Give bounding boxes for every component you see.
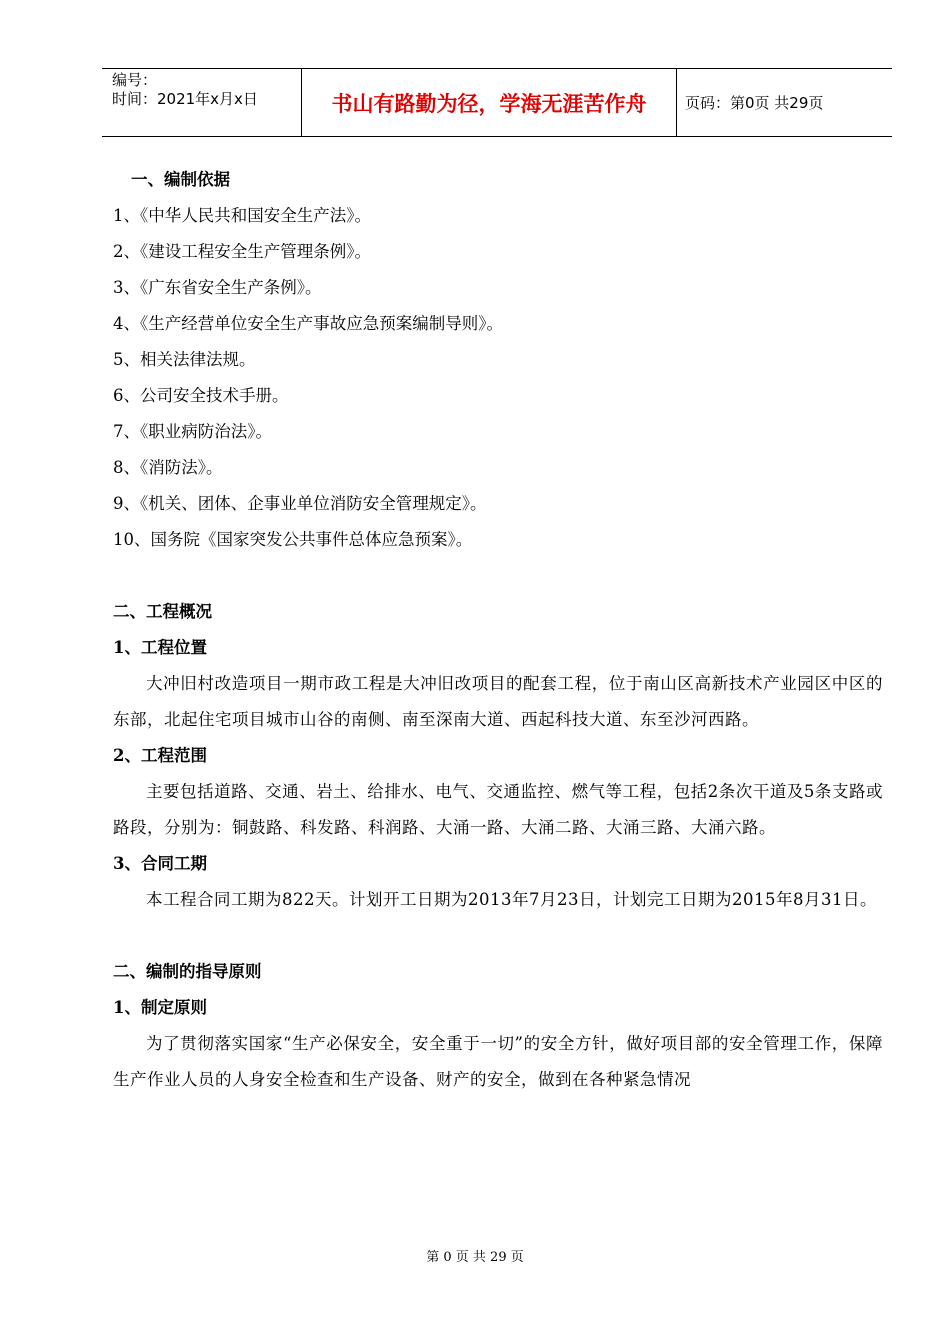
reference-item: 5、相关法律法规。 — [113, 350, 256, 369]
reference-item: 7、《职业病防治法》。 — [113, 422, 272, 441]
time-label: 时间：2021年x月x日 — [112, 90, 258, 108]
header-motto: 书山有路勤为径，学海无涯苦作舟 — [302, 69, 677, 136]
reference-item: 1、《中华人民共和国安全生产法》。 — [113, 206, 371, 225]
reference-item: 4、《生产经营单位安全生产事故应急预案编制导则》。 — [113, 314, 503, 333]
number-label: 编号： — [112, 71, 158, 89]
document-body — [113, 162, 883, 1098]
reference-item: 10、国务院《国家突发公共事件总体应急预案》。 — [113, 530, 473, 549]
reference-item: 9、《机关、团体、企事业单位消防安全管理规定》。 — [113, 494, 487, 513]
principle-paragraph: 为了贯彻落实国家“生产必保安全，安全重于一切”的安全方针，做好项目部的安全管理工作，保障生产作业人员的人身安全检查和生产设备、财产的安全，做到在各种紧急情况 — [113, 1034, 883, 1089]
section-1-title: 一、编制依据 — [131, 170, 230, 189]
subsection-scope-title: 2、工程范围 — [113, 746, 207, 765]
page-footer: 第 0 页 共 29 页 — [426, 1250, 524, 1265]
duration-paragraph: 本工程合同工期为822天。计划开工日期为2013年7月23日，计划完工日期为2015年8月31日。 — [146, 890, 877, 909]
page-header — [102, 68, 892, 137]
location-paragraph: 大冲旧村改造项目一期市政工程是大冲旧改项目的配套工程，位于南山区高新技术产业园区中区的东部，北起住宅项目城市山谷的南侧、南至深南大道、西起科技大道、东至沙河西路。 — [113, 674, 883, 729]
scope-paragraph: 主要包括道路、交通、岩土、给排水、电气、交通监控、燃气等工程，包括2条次干道及5条支路或路段，分别为：铜鼓路、科发路、科润路、大涌一路、大涌二路、大涌三路、大涌六路。 — [113, 782, 883, 837]
subsection-duration-title: 3、合同工期 — [113, 854, 207, 873]
reference-item: 2、《建设工程安全生产管理条例》。 — [113, 242, 371, 261]
subsection-location-title: 1、工程位置 — [113, 638, 207, 657]
reference-item: 3、《广东省安全生产条例》。 — [113, 278, 322, 297]
reference-item: 6、公司安全技术手册。 — [113, 386, 289, 405]
section-3-title: 二、编制的指导原则 — [113, 962, 262, 981]
header-page-info: 页码：第0页 共29页 — [685, 94, 824, 112]
header-meta — [102, 69, 302, 136]
section-2-title: 二、工程概况 — [113, 602, 212, 621]
subsection-principle-title: 1、制定原则 — [113, 998, 207, 1017]
reference-item: 8、《消防法》。 — [113, 458, 223, 477]
